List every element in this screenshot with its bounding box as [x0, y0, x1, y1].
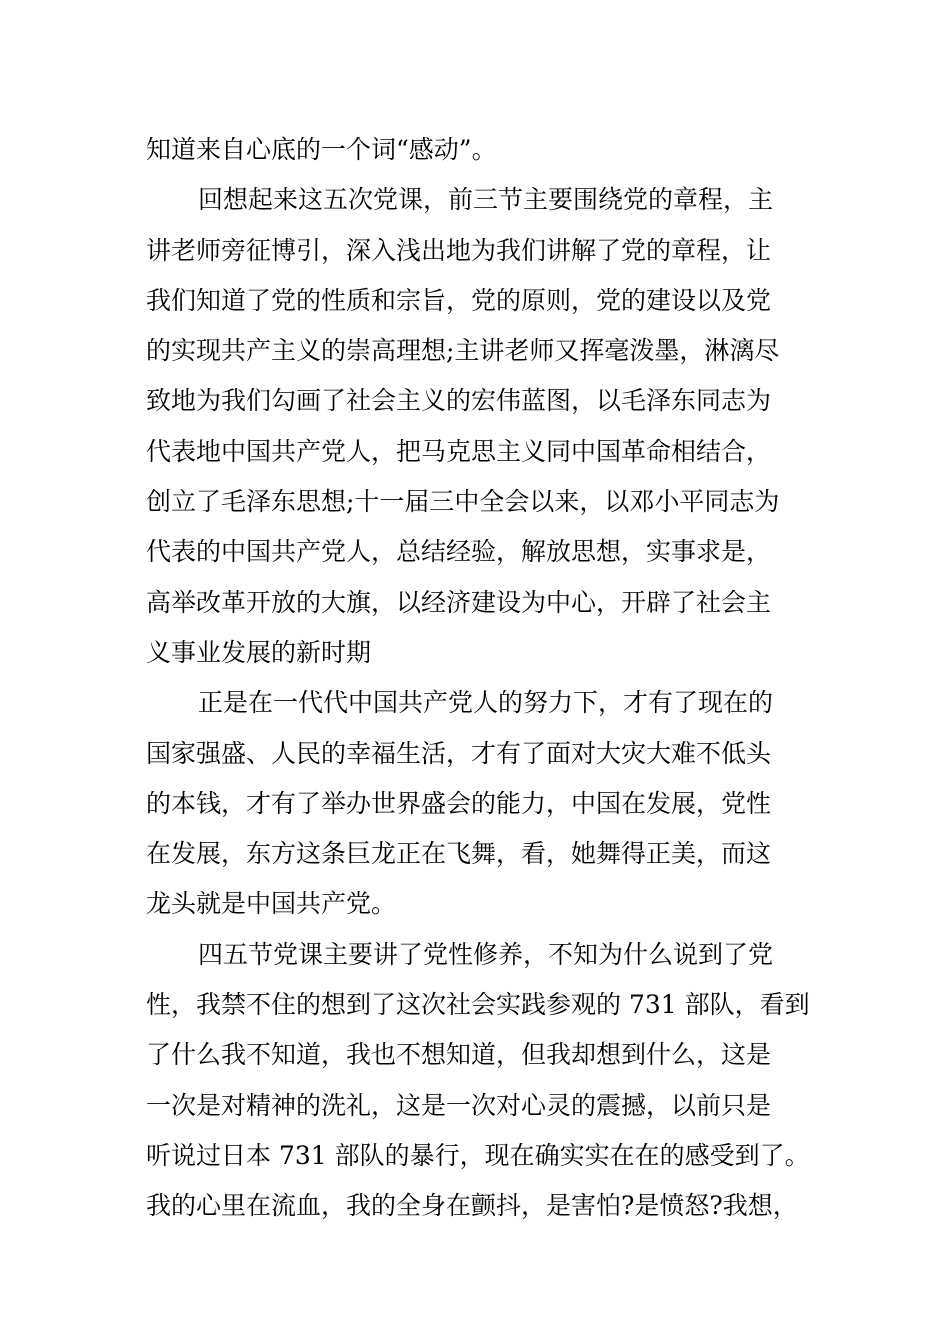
body-text — [146, 125, 816, 1232]
text-line: 知道来自心底的一个词“感动”。 — [146, 135, 497, 164]
text-line: 高举改革开放的大旗，以经济建设为中心，开辟了社会主 — [146, 587, 772, 617]
text-line: 龙头就是中国共产党。 — [146, 889, 397, 919]
text-line: 创立了毛泽东思想;十一届三中全会以来，以邓小平同志为 — [146, 487, 780, 517]
text-line: 听说过日本 731 部队的暴行，现在确实实在在的感受到了。 — [146, 1140, 810, 1170]
text-line: 的本钱，才有了举办世界盛会的能力，中国在发展，党性 — [146, 788, 772, 818]
text-line: 一次是对精神的洗礼，这是一次对心灵的震撼，以前只是 — [146, 1090, 772, 1120]
text-line: 代表的中国共产党人，总结经验，解放思想，实事求是， — [146, 537, 772, 567]
text-line: 了什么我不知道，我也不想知道，但我却想到什么，这是 — [146, 1040, 772, 1070]
text-line: 四五节党课主要讲了党性修养，不知为什么说到了党 — [198, 939, 774, 969]
text-line: 的实现共产主义的崇高理想;主讲老师又挥毫泼墨，淋漓尽 — [146, 336, 780, 366]
text-line: 义事业发展的新时期 — [146, 637, 372, 667]
text-line: 我们知道了党的性质和宗旨，党的原则，党的建设以及党 — [146, 285, 772, 315]
text-line: 代表地中国共产党人，把马克思主义同中国革命相结合， — [146, 436, 772, 466]
text-line: 讲老师旁征博引，深入浅出地为我们讲解了党的章程，让 — [146, 235, 772, 265]
text-line: 致地为我们勾画了社会主义的宏伟蓝图，以毛泽东同志为 — [146, 386, 772, 416]
text-line: 我的心里在流血，我的全身在颤抖，是害怕?是愤怒?我想， — [146, 1191, 798, 1221]
text-line: 正是在一代代中国共产党人的努力下，才有了现在的 — [198, 688, 774, 718]
text-line: 国家强盛、人民的幸福生活，才有了面对大灾大难不低头 — [146, 738, 772, 768]
text-line: 性，我禁不住的想到了这次社会实践参观的 731 部队，看到 — [146, 990, 810, 1020]
text-line: 在发展，东方这条巨龙正在飞舞，看，她舞得正美，而这 — [146, 839, 772, 869]
text-line: 回想起来这五次党课，前三节主要围绕党的章程，主 — [198, 185, 774, 215]
